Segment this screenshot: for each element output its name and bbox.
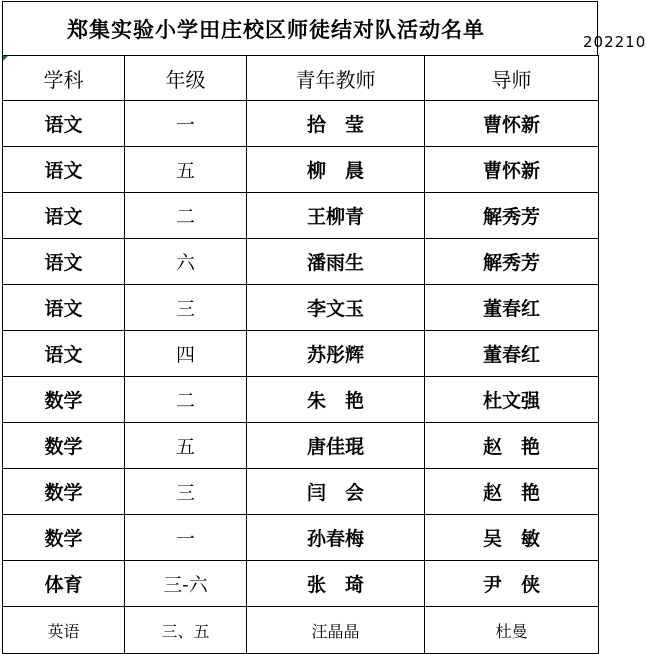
- cell-grade[interactable]: 五: [125, 423, 247, 469]
- cell-teacher[interactable]: 张 琦: [247, 561, 425, 607]
- cell-teacher[interactable]: 苏彤辉: [247, 331, 425, 377]
- spreadsheet: [2, 1, 646, 648]
- table-row: [3, 193, 599, 239]
- cell-mentor[interactable]: 杜文强: [425, 377, 599, 423]
- sheet-title-text: 郑集实验小学田庄校区师徒结对队活动名单: [67, 17, 485, 42]
- cell-subject[interactable]: 语文: [3, 101, 125, 147]
- cell-mentor[interactable]: 曹怀新: [425, 101, 599, 147]
- cell-grade[interactable]: 三: [125, 285, 247, 331]
- cell-mentor[interactable]: 赵 艳: [425, 423, 599, 469]
- cell-mentor[interactable]: 解秀芳: [425, 193, 599, 239]
- cell-subject[interactable]: 语文: [3, 239, 125, 285]
- cell-grade[interactable]: 五: [125, 147, 247, 193]
- cell-mentor[interactable]: 尹 侠: [425, 561, 599, 607]
- title-row: [2, 1, 646, 55]
- cell-subject[interactable]: 数学: [3, 515, 125, 561]
- column-header-mentor[interactable]: 导师: [425, 56, 599, 101]
- cell-mentor[interactable]: 解秀芳: [425, 239, 599, 285]
- table-row: [3, 239, 599, 285]
- table-row: [3, 515, 599, 561]
- mentor-table: [2, 55, 599, 654]
- table-row: [3, 561, 599, 607]
- table-header-row: [3, 56, 599, 101]
- cell-subject[interactable]: 语文: [3, 285, 125, 331]
- cell-teacher[interactable]: 柳 晨: [247, 147, 425, 193]
- cell-grade[interactable]: 二: [125, 193, 247, 239]
- cell-teacher[interactable]: 唐佳琨: [247, 423, 425, 469]
- cell-teacher[interactable]: 潘雨生: [247, 239, 425, 285]
- cell-teacher[interactable]: 李文玉: [247, 285, 425, 331]
- cell-mentor[interactable]: 曹怀新: [425, 147, 599, 193]
- column-header-teacher[interactable]: 青年教师: [247, 56, 425, 101]
- cell-grade[interactable]: 一: [125, 515, 247, 561]
- cell-grade[interactable]: 六: [125, 239, 247, 285]
- cell-subject[interactable]: 语文: [3, 331, 125, 377]
- cell-subject[interactable]: 体育: [3, 561, 125, 607]
- cell-subject[interactable]: 数学: [3, 469, 125, 515]
- cell-mentor[interactable]: 杜曼: [425, 607, 599, 654]
- sheet-title-code: 202210: [583, 33, 646, 51]
- cell-subject[interactable]: 语文: [3, 193, 125, 239]
- column-header-subject[interactable]: 学科: [3, 56, 125, 101]
- table-row: [3, 377, 599, 423]
- table-row: [3, 147, 599, 193]
- cell-teacher[interactable]: 拾 莹: [247, 101, 425, 147]
- cell-teacher[interactable]: 闫 会: [247, 469, 425, 515]
- cell-teacher[interactable]: 汪晶晶: [247, 607, 425, 654]
- cell-mentor[interactable]: 吴 敏: [425, 515, 599, 561]
- sheet-title: [67, 14, 646, 51]
- cell-teacher[interactable]: 王柳青: [247, 193, 425, 239]
- cell-subject[interactable]: 数学: [3, 377, 125, 423]
- table-row: [3, 331, 599, 377]
- cell-mentor[interactable]: 董春红: [425, 285, 599, 331]
- cell-teacher[interactable]: 朱 艳: [247, 377, 425, 423]
- table-row: [3, 607, 599, 654]
- cell-grade[interactable]: 三、五: [125, 607, 247, 654]
- cell-subject[interactable]: 语文: [3, 147, 125, 193]
- cell-grade[interactable]: 四: [125, 331, 247, 377]
- table-row: [3, 469, 599, 515]
- cell-grade[interactable]: 三: [125, 469, 247, 515]
- cell-mentor[interactable]: 赵 艳: [425, 469, 599, 515]
- table-row: [3, 285, 599, 331]
- cell-mentor[interactable]: 董春红: [425, 331, 599, 377]
- cell-teacher[interactable]: 孙春梅: [247, 515, 425, 561]
- cell-subject[interactable]: 英语: [3, 607, 125, 654]
- cell-subject[interactable]: 数学: [3, 423, 125, 469]
- table-row: [3, 101, 599, 147]
- column-header-grade[interactable]: 年级: [125, 56, 247, 101]
- cell-grade[interactable]: 三-六: [125, 561, 247, 607]
- table-row: [3, 423, 599, 469]
- cell-grade[interactable]: 二: [125, 377, 247, 423]
- cell-grade[interactable]: 一: [125, 101, 247, 147]
